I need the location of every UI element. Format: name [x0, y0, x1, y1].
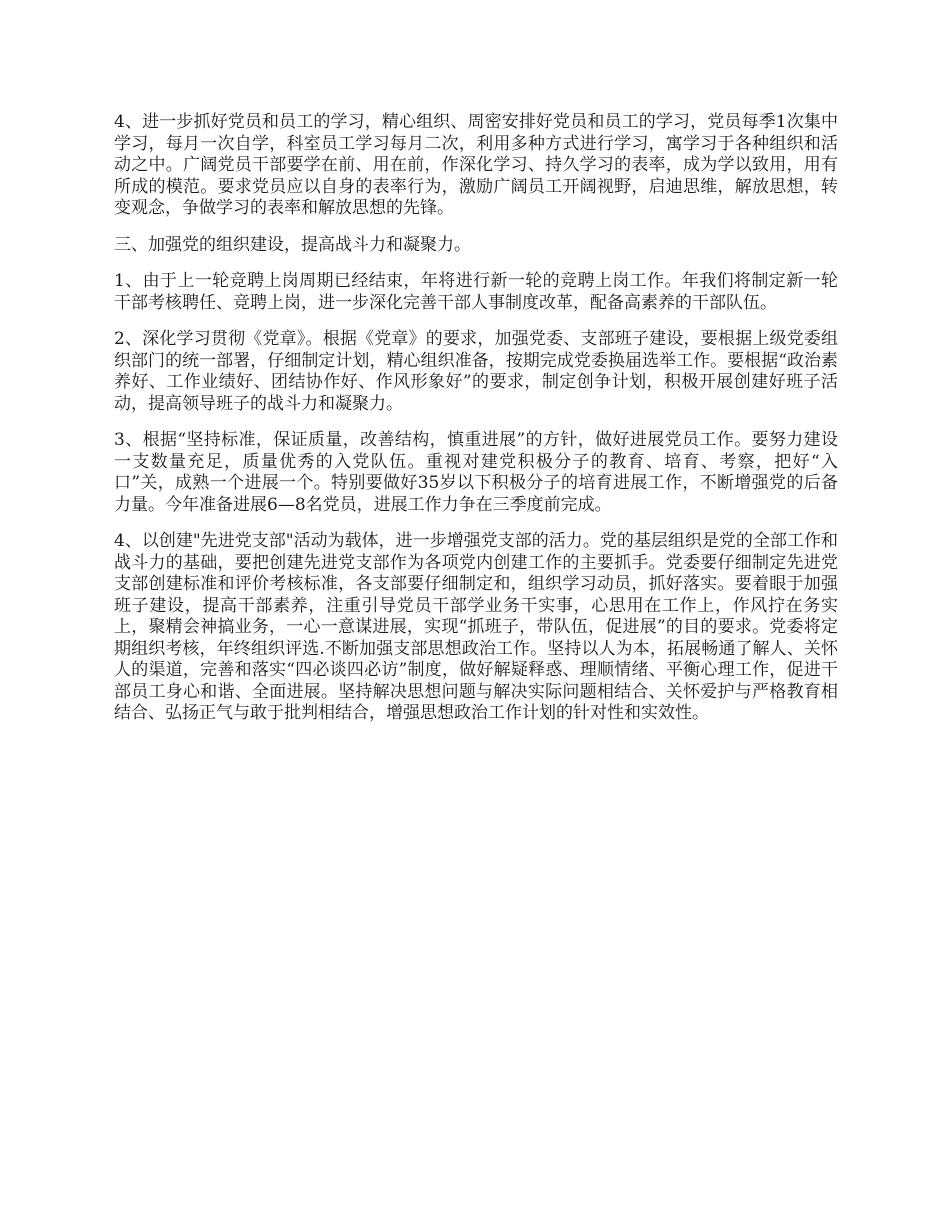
paragraph-competitive-posts: 1、由于上一轮竞聘上岗周期已经结束，年将进行新一轮的竞聘上岗工作。年我们将制定新一轮干部考核聘任、竞聘上岗，进一步深化完善干部人事制度改革，配备高素养的干部队伍。 [114, 271, 838, 313]
paragraph-party-constitution: 2、深化学习贯彻《党章》。根据《党章》的要求，加强党委、支部班子建设，要根据上级党委组织部门的统一部署，仔细制定计划，精心组织准备，按期完成党委换届选举工作。要根据“政治素养好、工作业绩好、团结协作好、作风形象好”的要求，制定创争计划，积极开展创建好班子活动，提高领导班子的战斗力和凝聚力。 [114, 329, 838, 414]
paragraph-study-arrangement: 4、进一步抓好党员和员工的学习，精心组织、周密安排好党员和员工的学习，党员每季1次集中学习，每月一次自学，科室员工学习每月二次，利用多种方式进行学习，寓学习于各种组织和活动之中。广阔党员干部要学在前、用在前，作深化学习、持久学习的表率，成为学以致用，用有所成的模范。要求党员应以自身的表率行为，激励广阔员工开阔视野，启迪思维，解放思想，转变观念，争做学习的表率和解放思想的先锋。 [114, 112, 838, 218]
paragraph-member-development: 3、根据“坚持标准，保证质量，改善结构，慎重进展”的方针，做好进展党员工作。要努力建设一支数量充足，质量优秀的入党队伍。重视对建党积极分子的教育、培育、考察，把好“入口”关，成熟一个进展一个。特别要做好35岁以下积极分子的培育进展工作，不断增强党的后备力量。今年准备进展6—8名党员，进展工作力争在三季度前完成。 [114, 430, 838, 515]
document-body [114, 112, 838, 740]
section-heading-organization: 三、加强党的组织建设，提高战斗力和凝聚力。 [114, 234, 471, 255]
paragraph-advanced-branch: 4、以创建"先进党支部"活动为载体，进一步增强党支部的活力。党的基层组织是党的全部工作和战斗力的基础，要把创建先进党支部作为各项党内创建工作的主要抓手。党委要仔细制定先进党支部创建标准和评价考核标准，各支部要仔细制定和，组织学习动员，抓好落实。要着眼于加强班子建设，提高干部素养，注重引导党员干部学业务干实事，心思用在工作上，作风拧在务实上，聚精会神搞业务，一心一意谋进展，实现“抓班子，带队伍，促进展”的目的要求。党委将定期组织考核，年终组织评选.不断加强支部思想政治工作。坚持以人为本，拓展畅通了解人、关怀人的渠道，完善和落实“四必谈四必访”制度，做好解疑释惑、理顺情绪、平衡心理工作，促进干部员工身心和谐、全面进展。坚持解决思想问题与解决实际问题相结合、关怀爱护与严格教育相结合、弘扬正气与敢于批判相结合，增强思想政治工作计划的针对性和实效性。 [114, 531, 838, 723]
